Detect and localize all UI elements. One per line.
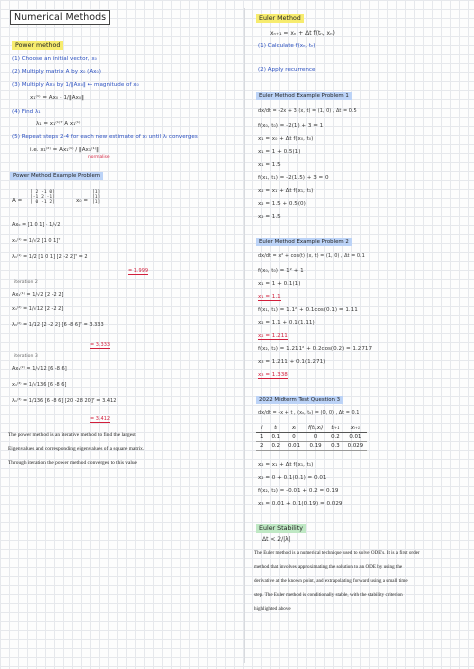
matrix-A [30,190,55,206]
table-cell: 0.2 [267,442,284,451]
work-line-2: x₁⁽¹⁾ = 1/√2 [1 0 1]ᵀ [12,238,61,244]
midterm-heading: 2022 Midterm Test Question 3 [256,396,343,404]
stability-heading: Euler Stability [256,524,306,533]
page-title: Numerical Methods [10,10,110,25]
result-1: = 1.999 [128,268,149,274]
ex2-given: dx/dt = x² + cos(t) (x, t) = (1, 0) , Δt = 0.1 [258,253,365,259]
work-line-4: Ax₁⁽¹⁾ = 1/√2 [2 -2 2] [12,292,64,298]
result-3: = 3.412 [90,416,111,422]
midterm-line-1: x₂ = x₁ + Δt f(x₁, t₁) [258,462,314,468]
ex2-line-9: x₃ = 1.338 [258,372,288,378]
table-cell: 0 [304,433,327,442]
ex2-line-5: x₂ = 1.1 + 0.1(1.11) [258,320,315,326]
ex1-line-1: f(x₀, t₀) = -2(1) + 3 = 1 [258,123,324,129]
ex2-line-3: x₁ = 1.1 [258,294,281,300]
step-5-example: i.e. x₁⁽²⁾ = Ax₁⁽¹⁾ / ‖Ax₁⁽¹⁾‖ [30,147,99,153]
summary-line-1: The power method is an iterative method to find the largest [8,432,136,438]
table-cell: 0.3 [327,442,344,451]
midterm-line-4: x₃ = 0.01 + 0.1(0.19) = 0.029 [258,501,343,507]
ex1-line-6: x₂ = x₁ + Δt f(x₁, t₁) [258,188,314,194]
matrix-A-row-2: [-1 2 -1] [30,195,55,201]
table-cell: 0.19 [304,442,327,451]
x0-row-3: [1] [92,200,101,206]
stability-line-2: method that involves approximating the solution to an ODE by using the [254,564,403,570]
ex1-given: dx/dt = -2x + 3 (x, t) = (1, 0) , Δt = 0.5 [258,108,357,114]
table-cell: 0.2 [327,433,344,442]
table-header: tᵢ₊₁ [327,424,344,433]
x0-row-1: [1] [92,190,101,195]
work-line-6: λ₁⁽²⁾ = 1/12 [2 -2 2] [6 -8 6]ᵀ = 3.333 [12,322,104,328]
work-line-1: Ax₀ = [1 0 1] · 1/√2 [12,222,61,228]
table-header: f(tᵢ,xᵢ) [304,424,327,433]
step-3-formula: x₁⁽¹⁾ = Ax₀ · 1/‖Ax₀‖ [30,95,84,101]
table-cell: 0.1 [267,433,284,442]
midterm-line-2: x₂ = 0 + 0.1(0.1) = 0.01 [258,475,327,481]
stability-formula: Δt < 2/|λ| [262,536,291,543]
summary-line-3: Through iteration the power method converges to this value [8,460,137,466]
matrix-A-row-3: [ 0 -1 2] [30,200,55,206]
step-2: (2) Multiply matrix A by x₀ (Ax₀) [12,69,101,75]
work-line-9: λ₁⁽³⁾ = 1/136 [6 -8 6] [20 -28 20]ᵀ = 3.412 [12,398,117,404]
power-method-heading: Power method [12,41,63,50]
table-header: i [256,424,267,433]
table-row [256,442,367,451]
matrix-A-row-1: [ 2 -1 0] [30,190,55,195]
table-cell: 1 [256,433,267,442]
euler-example-1-heading: Euler Method Example Problem 1 [256,92,352,100]
iteration-3-label: iteration 3 [14,354,38,359]
euler-step-1: (1) Calculate f(xₙ, tₙ) [258,43,316,49]
table-row [256,433,367,442]
x0-row-2: [1] [92,195,101,201]
euler-step-2: (2) Apply recurrence [258,67,316,73]
ex1-line-2: x₁ = x₀ + Δt f(x₀, t₀) [258,136,314,142]
work-line-3: λ₁⁽¹⁾ = 1/2 [1 0 1] [2 -2 2]ᵀ = 2 [12,254,88,260]
euler-formula: xₙ₊₁ = xₙ + Δt f(tₙ, xₙ) [270,30,335,37]
ex1-line-4: x₁ = 1.5 [258,162,281,168]
step-4: (4) Find λ₁ [12,109,41,115]
table-cell: 0.01 [344,433,367,442]
column-divider [244,8,245,663]
step-1: (1) Choose an initial vector, x₀ [12,56,97,62]
summary-line-2: Eigenvalues and corresponding eigenvalues of a square matrix. [8,446,145,452]
euler-table [256,424,367,451]
result-2: = 3.333 [90,342,111,348]
iteration-2-label: iteration 2 [14,280,38,285]
stability-line-1: The Euler method is a numerical technique used to solve ODE's. It is a first order [254,550,420,556]
ex1-line-3: x₁ = 1 + 0.5(1) [258,149,301,155]
table-header: tᵢ [267,424,284,433]
ex2-line-2: x₁ = 1 + 0.1(1) [258,281,301,287]
vector-x0 [92,190,100,206]
table-header: xᵢ₊₁ [344,424,367,433]
work-line-8: x₁⁽³⁾ = 1/√136 [6 -8 6] [12,382,67,388]
ex1-line-5: f(x₁, t₁) = -2(1.5) + 3 = 0 [258,175,329,181]
table-header: xᵢ [284,424,304,433]
table-cell: 2 [256,442,267,451]
table-cell: 0.01 [284,442,304,451]
table-header-row [256,424,367,433]
euler-example-2-heading: Euler Method Example Problem 2 [256,238,352,246]
step-3: (3) Multiply Ax₀ by 1/‖Ax₀‖ ← magnitude of x₀ [12,82,139,88]
step-5: (5) Repeat steps 2-4 for each new estimate of xᵢ until λᵢ converges [12,134,198,140]
x0-label: x₀ = [76,198,89,204]
midterm-given: dx/dt = -x + t , (x₀, t₀) = (0, 0) , Δt = 0.1 [258,410,360,416]
ex2-line-7: f(x₂, t₂) = 1.211² + 0.2cos(0.2) = 1.2717 [258,346,373,352]
midterm-line-3: f(x₂, t₂) = -0.01 + 0.2 = 0.19 [258,488,339,494]
stability-line-4: step. The Euler method is conditionally stable, with the stability criterion [254,592,403,598]
euler-heading: Euler Method [256,14,304,23]
normalise-note: normalise [88,155,110,160]
ex2-line-1: f(x₀, t₀) = 1² + 1 [258,268,304,274]
step-4-formula: λ₁ = x₁⁽¹⁾ᵀ A x₁⁽¹⁾ [36,121,81,127]
ex1-line-8: x₂ = 1.5 [258,214,281,220]
table-cell: 0.029 [344,442,367,451]
stability-line-3: derivative at the known point, and extrapolating forward using a small time [254,578,408,584]
table-cell: 0 [284,433,304,442]
ex2-line-8: x₃ = 1.211 + 0.1(1.271) [258,359,326,365]
matrix-A-label: A = [12,198,23,204]
ex1-line-7: x₂ = 1.5 + 0.5(0) [258,201,306,207]
stability-line-5: highlighted above [254,606,291,612]
work-line-7: Ax₁⁽²⁾ = 1/√12 [6 -8 6] [12,366,67,372]
ex2-line-4: f(x₁, t₁) = 1.1² + 0.1cos(0.1) = 1.11 [258,307,358,313]
work-line-5: x₁⁽²⁾ = 1/√12 [2 -2 2] [12,306,64,312]
ex2-line-6: x₂ = 1.211 [258,333,288,339]
power-example-heading: Power Method Example Problem [10,172,103,180]
